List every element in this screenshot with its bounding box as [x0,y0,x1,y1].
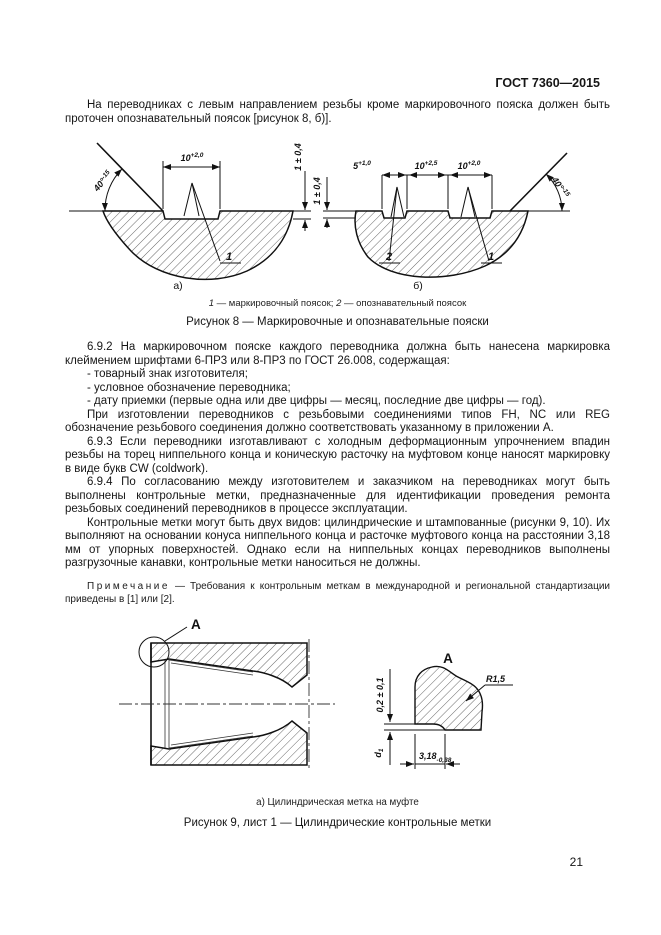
figure8-subfigure-a [69,143,311,292]
pipe-section-hatched [103,211,293,279]
figure9-subcaption: а) Цилиндрическая метка на муфте [256,796,419,808]
angle-dimension: 40°$^{-15}$ [549,174,572,198]
subfigure-a-label: а) [173,280,183,292]
radius-dimension: R1,5 [486,673,506,684]
callout-1: 1 [487,251,495,263]
detail-reference-label: А [191,616,201,632]
callout-2: 2 [385,251,393,263]
standard-number: ГОСТ 7360—2015 [495,76,600,90]
depth-dimension: 1 ± 0,4 [312,177,322,205]
figure9-title: Рисунок 9, лист 1 — Цилиндрические контрольные метки [183,816,492,829]
paragraph-control-marks: Контрольные метки могут быть двух видов: цилиндрические и штампованные (рисунки 9, 10). Их выполняют на основании конуса ниппельного конца и расточке муфтового конца на расстоянии 3,18 мм от упорных поверхностей. Однако если на ниппельных концах переводников выполнены разгрузочные канавки, контрольные метки наноситься не должны. [65,516,610,569]
figure8-legend [65,298,610,309]
bullet-item: - условное обозначение переводника; [87,381,291,394]
note-paragraph [65,580,610,606]
legend-num-1: 1 [208,298,215,309]
paragraph-6-9-2: 6.9.2 На маркировочном пояске каждого переводника должна быть нанесена маркировка клеймением шрифтами 6-ПР3 или 8-ПР3 по ГОСТ 26.008, содержащая: [65,341,610,367]
depth-dimension: 1 ± 0,4 [293,143,303,171]
coupling-lower-wall [151,721,307,765]
subfigure-b-label: б) [413,280,423,292]
mark-offset-dimension: $3,18_{-0,38}$ [419,750,452,764]
figure8-subfigure-b [312,153,571,292]
page-number: 21 [569,854,583,869]
legend-num-2: 2 [336,298,342,309]
paragraph-6-9-3: 6.9.3 Если переводники изготавливают с холодным деформационным упрочнением впадин резьбы на торец ниппельного конца и коническую расточку на муфтовом конце наносят маркировку в виде букв CW (coldwork). [65,435,610,475]
mark-depth-dimension: 0,2 ± 0,1 [375,677,385,712]
callout-1: 1 [225,251,233,263]
thread-profile-mark [461,187,475,217]
bullet-item: - дату приемки (первые одна или две цифры — месяц, последние две цифры — год). [87,395,546,407]
figure9-drawing [103,613,563,793]
legend-text-2: — опознавательный поясок [341,298,467,309]
pipe-section-hatched [355,211,528,277]
figure8 [65,131,610,295]
note-dash: — [174,580,185,592]
legend-text-1: — маркировочный поясок; [214,298,337,309]
paragraph-6-9-4: 6.9.4 По согласованию между изготовителем и заказчиком на переводниках могут быть выполнены контрольные метки, предназначенные для идентификации проведения ремонта резьбовых соединений переводников в процессе эксплуатации. [65,476,610,515]
angle-dimension: 40°$^{-15}$ [91,169,112,194]
ident-band-width-dimension: $5^{+1,0}$ [353,160,371,171]
figure8-title: Рисунок 8 — Маркировочные и опознавательные пояски [186,316,489,328]
detail-title: А [443,650,453,666]
note-label: Примечание [87,580,170,592]
coupling-upper-wall [151,643,307,687]
paragraph-fh-nc-reg: При изготовлении переводников с резьбовыми соединениями типов FH, NC или REG обозначение резьбового соединения должно соответствовать указанному в приложении А. [65,408,610,434]
band-width-dimension: $10^{+2,0}$ [180,152,204,163]
mark-cross-section [415,666,483,730]
intro-paragraph: На переводниках с левым направлением резьбы кроме маркировочного пояска должен быть проточен опознавательный поясок [рисунок 8, б)]. [65,99,610,125]
figure8-drawing [65,131,615,295]
detail-a-view [373,651,513,769]
thread-profile-mark [184,183,199,216]
thread-profile-mark [391,187,404,217]
note-text: Требования к контрольным меткам в международной и региональной стандартизации приведены в [1] или [2]. [65,580,611,605]
bore-diameter-label: $d_1$ [373,747,385,758]
coupling-section-view [119,617,335,769]
bullet-item: - товарный знак изготовителя; [87,368,248,380]
gap-dimension: $10^{+2,5}$ [414,160,438,171]
figure9 [103,613,610,793]
mark-band-width-dimension: $10^{+2,0}$ [457,160,481,171]
